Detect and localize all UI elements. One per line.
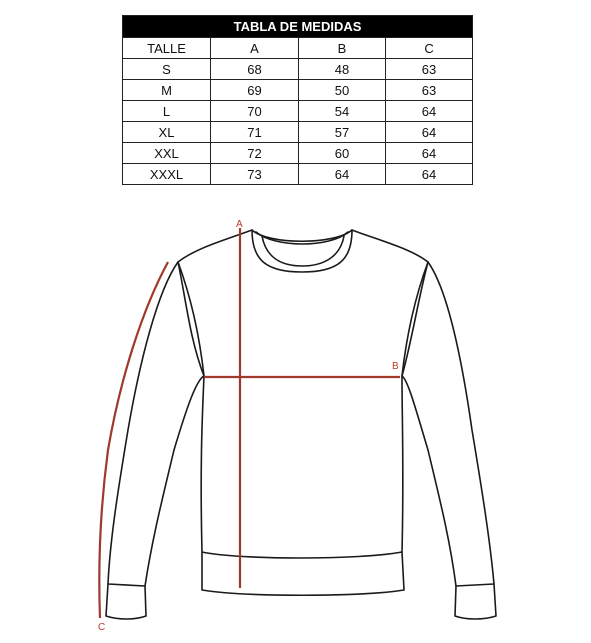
header-talle: TALLE [123,38,211,59]
size-cell: XXL [123,143,211,164]
value-c-cell: 64 [386,101,473,122]
size-cell: S [123,59,211,80]
size-cell: XL [123,122,211,143]
size-cell: L [123,101,211,122]
value-b-cell: 60 [299,143,386,164]
value-a-cell: 70 [211,101,299,122]
sweatshirt-diagram [0,205,591,643]
right-sleeve [402,262,494,586]
value-c-cell: 63 [386,80,473,101]
table-row [123,101,473,122]
label-c: C [98,622,106,633]
header-a: A [211,38,299,59]
size-cell: M [123,80,211,101]
value-b-cell: 57 [299,122,386,143]
table-row [123,59,473,80]
size-cell: XXXL [123,164,211,185]
value-c-cell: 64 [386,143,473,164]
value-a-cell: 73 [211,164,299,185]
value-a-cell: 68 [211,59,299,80]
label-a: A [236,219,243,230]
value-a-cell: 71 [211,122,299,143]
value-b-cell: 64 [299,164,386,185]
header-b: B [299,38,386,59]
size-table [122,15,473,185]
value-c-cell: 64 [386,122,473,143]
left-sleeve [108,262,204,586]
value-b-cell: 50 [299,80,386,101]
right-cuff [455,584,496,619]
table-row [123,122,473,143]
table-row [123,164,473,185]
table-row [123,143,473,164]
value-c-cell: 64 [386,164,473,185]
left-cuff [106,584,146,619]
table-title: TABLA DE MEDIDAS [123,16,473,38]
value-b-cell: 48 [299,59,386,80]
value-b-cell: 54 [299,101,386,122]
header-c: C [386,38,473,59]
label-b: B [392,361,399,372]
value-a-cell: 69 [211,80,299,101]
body-outline [178,230,428,558]
value-a-cell: 72 [211,143,299,164]
table-row [123,80,473,101]
value-c-cell: 63 [386,59,473,80]
header-row [123,38,473,59]
